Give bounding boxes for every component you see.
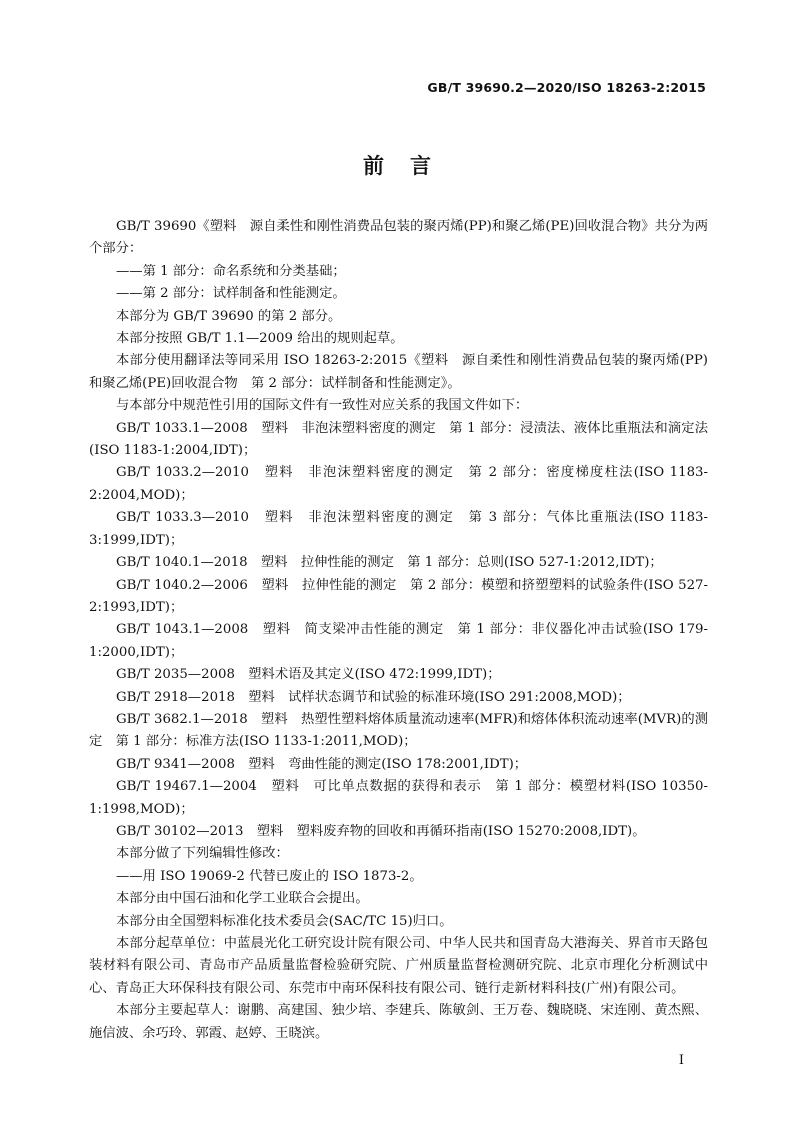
reference-item: GB/T 1033.2—2010 塑料 非泡沫塑料密度的测定 第 2 部分：密度梯度柱法(ISO 1183-2:2004,MOD)；: [89, 465, 708, 503]
reference-item: GB/T 2918—2018 塑料 试样状态调节和试验的标准环境(ISO 291:2008,MOD)；: [116, 689, 631, 705]
page-title: 前言: [363, 154, 457, 178]
paragraph: 本部分按照 GB/T 1.1—2009 给出的规则起草。: [116, 331, 404, 347]
drafters: 本部分主要起草人：谢鹏、高建国、独少培、李建兵、陈敏剑、王万卷、魏晓晓、宋连刚、黄杰熙、施信波、余巧玲、郭霞、赵婷、王晓滨。: [89, 1003, 708, 1041]
paragraph: GB/T 39690《塑料 源自柔性和刚性消费品包装的聚丙烯(PP)和聚乙烯(PE)回收混合物》共分为两个部分：: [89, 219, 708, 257]
paragraph: ——用 ISO 19069-2 代替已废止的 ISO 1873-2。: [116, 868, 423, 884]
paragraph: ——第 1 部分：命名系统和分类基础；: [116, 263, 346, 279]
paragraph: ——第 2 部分：试样制备和性能测定。: [116, 286, 346, 302]
reference-item: GB/T 2035—2008 塑料术语及其定义(ISO 472:1999,IDT)；: [116, 667, 501, 683]
drafting-units: 本部分起草单位：中蓝晨光化工研究设计院有限公司、中华人民共和国青岛大港海关、界首市天路包装材料有限公司、青岛市产品质量监督检验研究院、广州质量监督检测研究院、北京市理化分析测试中心、青岛正大环保科技有限公司、东莞市中南环保科技有限公司、链行走新材料科技(广州)有限公司。: [89, 936, 708, 996]
reference-item: GB/T 3682.1—2018 塑料 热塑性塑料熔体质量流动速率(MFR)和熔体体积流动速率(MVR)的测定 第 1 部分：标准方法(ISO 1133-1:2011,MOD)；: [89, 711, 708, 750]
reference-item: GB/T 30102—2013 塑料 塑料废弃物的回收和再循环指南(ISO 15270:2008,IDT)。: [116, 823, 646, 839]
reference-item: GB/T 1043.1—2008 塑料 简支梁冲击性能的测定 第 1 部分：非仪器化冲击试验(ISO 179-1:2000,IDT)；: [89, 622, 708, 660]
reference-item: GB/T 1040.2—2006 塑料 拉伸性能的测定 第 2 部分：模塑和挤塑塑料的试验条件(ISO 527-2:1993,IDT)；: [89, 577, 708, 615]
paragraph: 本部分做了下列编辑性修改：: [116, 846, 289, 862]
reference-item: GB/T 1033.3—2010 塑料 非泡沫塑料密度的测定 第 3 部分：气体比重瓶法(ISO 1183-3:1999,IDT)；: [89, 510, 708, 548]
standard-number-header: GB/T 39690.2—2020/ISO 18263-2:2015: [427, 80, 706, 95]
reference-item: GB/T 1040.1—2018 塑料 拉伸性能的测定 第 1 部分：总则(ISO 527-1:2012,IDT)；: [116, 555, 663, 571]
document-body: [89, 216, 708, 1045]
page-number: I: [678, 1053, 684, 1068]
paragraph: 与本部分中规范性引用的国际文件有一致性对应关系的我国文件如下：: [116, 398, 529, 414]
reference-item: GB/T 1033.1—2008 塑料 非泡沫塑料密度的测定 第 1 部分：浸渍法、液体比重瓶法和滴定法(ISO 1183-1:2004,IDT)；: [89, 420, 708, 459]
paragraph: 本部分由中国石油和化学工业联合会提出。: [116, 891, 369, 907]
paragraph: 本部分为 GB/T 39690 的第 2 部分。: [116, 308, 342, 324]
reference-item: GB/T 9341—2008 塑料 弯曲性能的测定(ISO 178:2001,IDT)；: [116, 756, 528, 772]
paragraph: 本部分由全国塑料标准化技术委员会(SAC/TC 15)归口。: [116, 913, 453, 929]
reference-item: GB/T 19467.1—2004 塑料 可比单点数据的获得和表示 第 1 部分：模塑材料(ISO 10350-1:1998,MOD)；: [89, 779, 708, 817]
paragraph: 本部分使用翻译法等同采用 ISO 18263-2:2015《塑料 源自柔性和刚性消费品包装的聚丙烯(PP)和聚乙烯(PE)回收混合物 第 2 部分：试样制备和性能测定》。: [89, 353, 708, 391]
